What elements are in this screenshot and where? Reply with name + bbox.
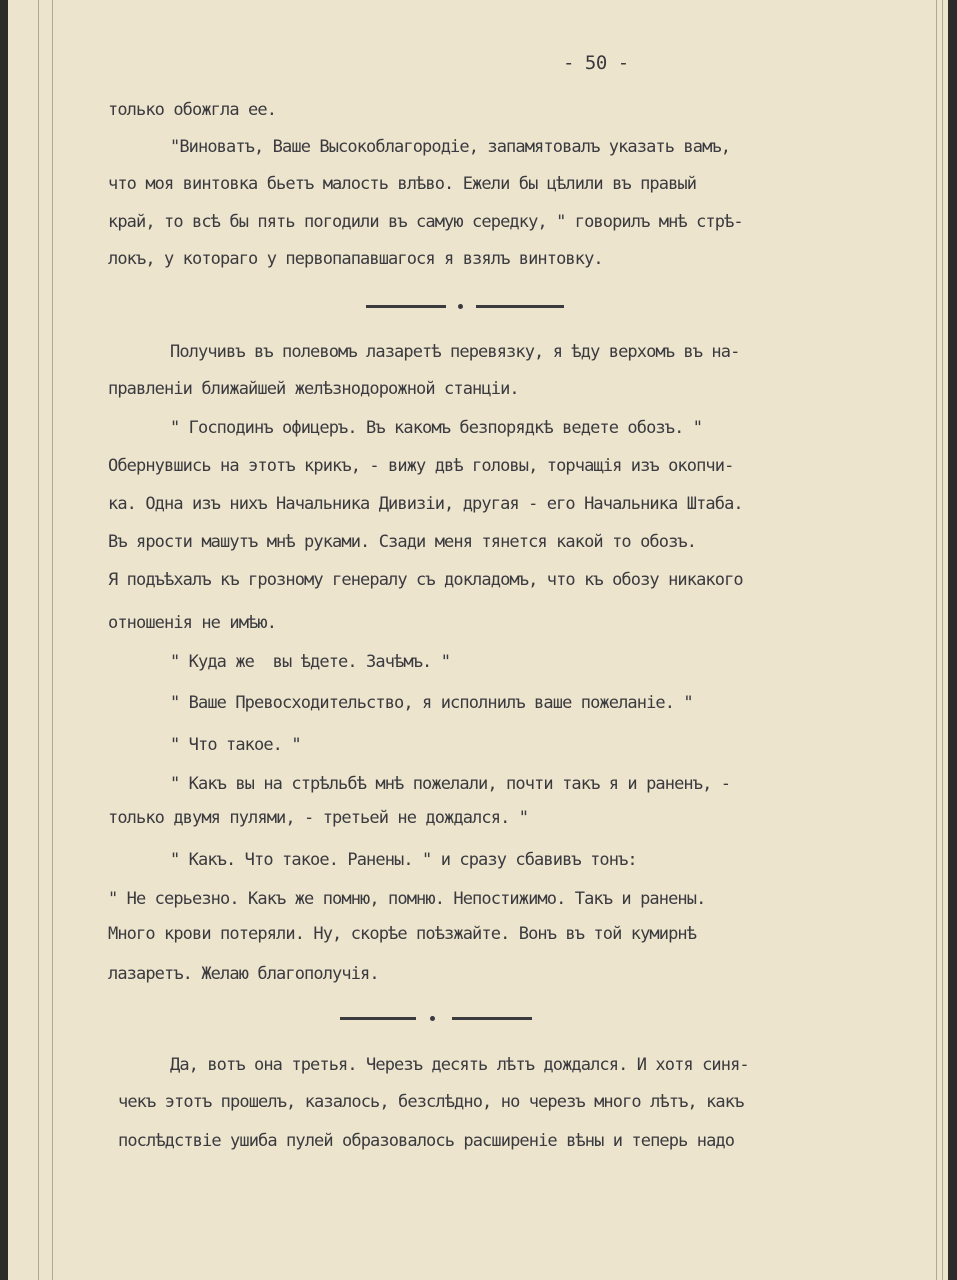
text-line: лазаретъ. Желаю благополучія. bbox=[108, 964, 379, 984]
text-line: ка. Одна изъ нихъ Начальника Дивизіи, другая - его Начальника Штаба. bbox=[108, 494, 743, 514]
text-line: локъ, у котораго у первопапавшагося я взялъ винтовку. bbox=[108, 249, 603, 269]
text-line: " Не серьезно. Какъ же помню, помню. Непостижимо. Такъ и ранены. bbox=[108, 889, 706, 909]
text-line: правленіи ближайшей желѣзнодорожной станціи. bbox=[108, 379, 519, 399]
text-line: Получивъ въ полевомъ лазаретѣ перевязку, я ѣду верхомъ въ на- bbox=[170, 342, 740, 362]
text-line: " Какъ вы на стрѣльбѣ мнѣ пожелали, почти такъ я и раненъ, - bbox=[170, 774, 731, 794]
text-line: " Что такое. " bbox=[170, 735, 301, 755]
text-line: Я подъѣхалъ къ грозному генералу съ докладомъ, что къ обозу никакого bbox=[108, 570, 743, 590]
text-line: Да, вотъ она третья. Черезъ десять лѣтъ дождался. И хотя синя- bbox=[170, 1055, 749, 1075]
text-line: "Виноватъ, Ваше Высокоблагородіе, запамятовалъ указать вамъ, bbox=[170, 137, 731, 157]
text-line: " Какъ. Что такое. Ранены. " и сразу сбавивъ тонъ: bbox=[170, 850, 637, 870]
page-number: - 50 - bbox=[563, 52, 629, 74]
text-line: край, то всѣ бы пять погодили въ самую середку, " говорилъ мнѣ стрѣ- bbox=[108, 212, 743, 232]
paper-edge-right-1 bbox=[936, 0, 937, 1280]
text-line: " Господинъ офицеръ. Въ какомъ безпорядкѣ ведете обозъ. " bbox=[170, 418, 703, 438]
text-line: послѣдствіе ушиба пулей образовалось расширеніе вѣны и теперь надо bbox=[118, 1131, 735, 1151]
text-line: чекъ этотъ прошелъ, казалось, безслѣдно, но черезъ много лѣтъ, какъ bbox=[118, 1092, 744, 1112]
text-line: Обернувшись на этотъ крикъ, - вижу двѣ головы, торчащія изъ окопчи- bbox=[108, 456, 734, 476]
text-line: отношенія не имѣю. bbox=[108, 613, 277, 633]
paper-edge-right-2 bbox=[942, 0, 943, 1280]
section-separator bbox=[366, 294, 546, 316]
text-line: только обожгла ее. bbox=[108, 100, 277, 120]
section-separator bbox=[340, 1006, 520, 1028]
text-line: " Куда же вы ѣдете. Зачѣмъ. " bbox=[170, 652, 451, 672]
paper-edge-left-2 bbox=[52, 0, 53, 1280]
paper-edge-left-1 bbox=[38, 0, 39, 1280]
text-line: что моя винтовка бьетъ малость влѣво. Ежели бы цѣлили въ правый bbox=[108, 174, 697, 194]
text-line: Въ ярости машутъ мнѣ руками. Сзади меня тянется какой то обозъ. bbox=[108, 532, 697, 552]
text-line: " Ваше Превосходительство, я исполнилъ ваше пожеланіе. " bbox=[170, 693, 693, 713]
text-line: только двумя пулями, - третьей не дождался. " bbox=[108, 808, 529, 828]
text-line: Много крови потеряли. Ну, скорѣе поѣзжайте. Вонъ въ той кумирнѣ bbox=[108, 924, 697, 944]
